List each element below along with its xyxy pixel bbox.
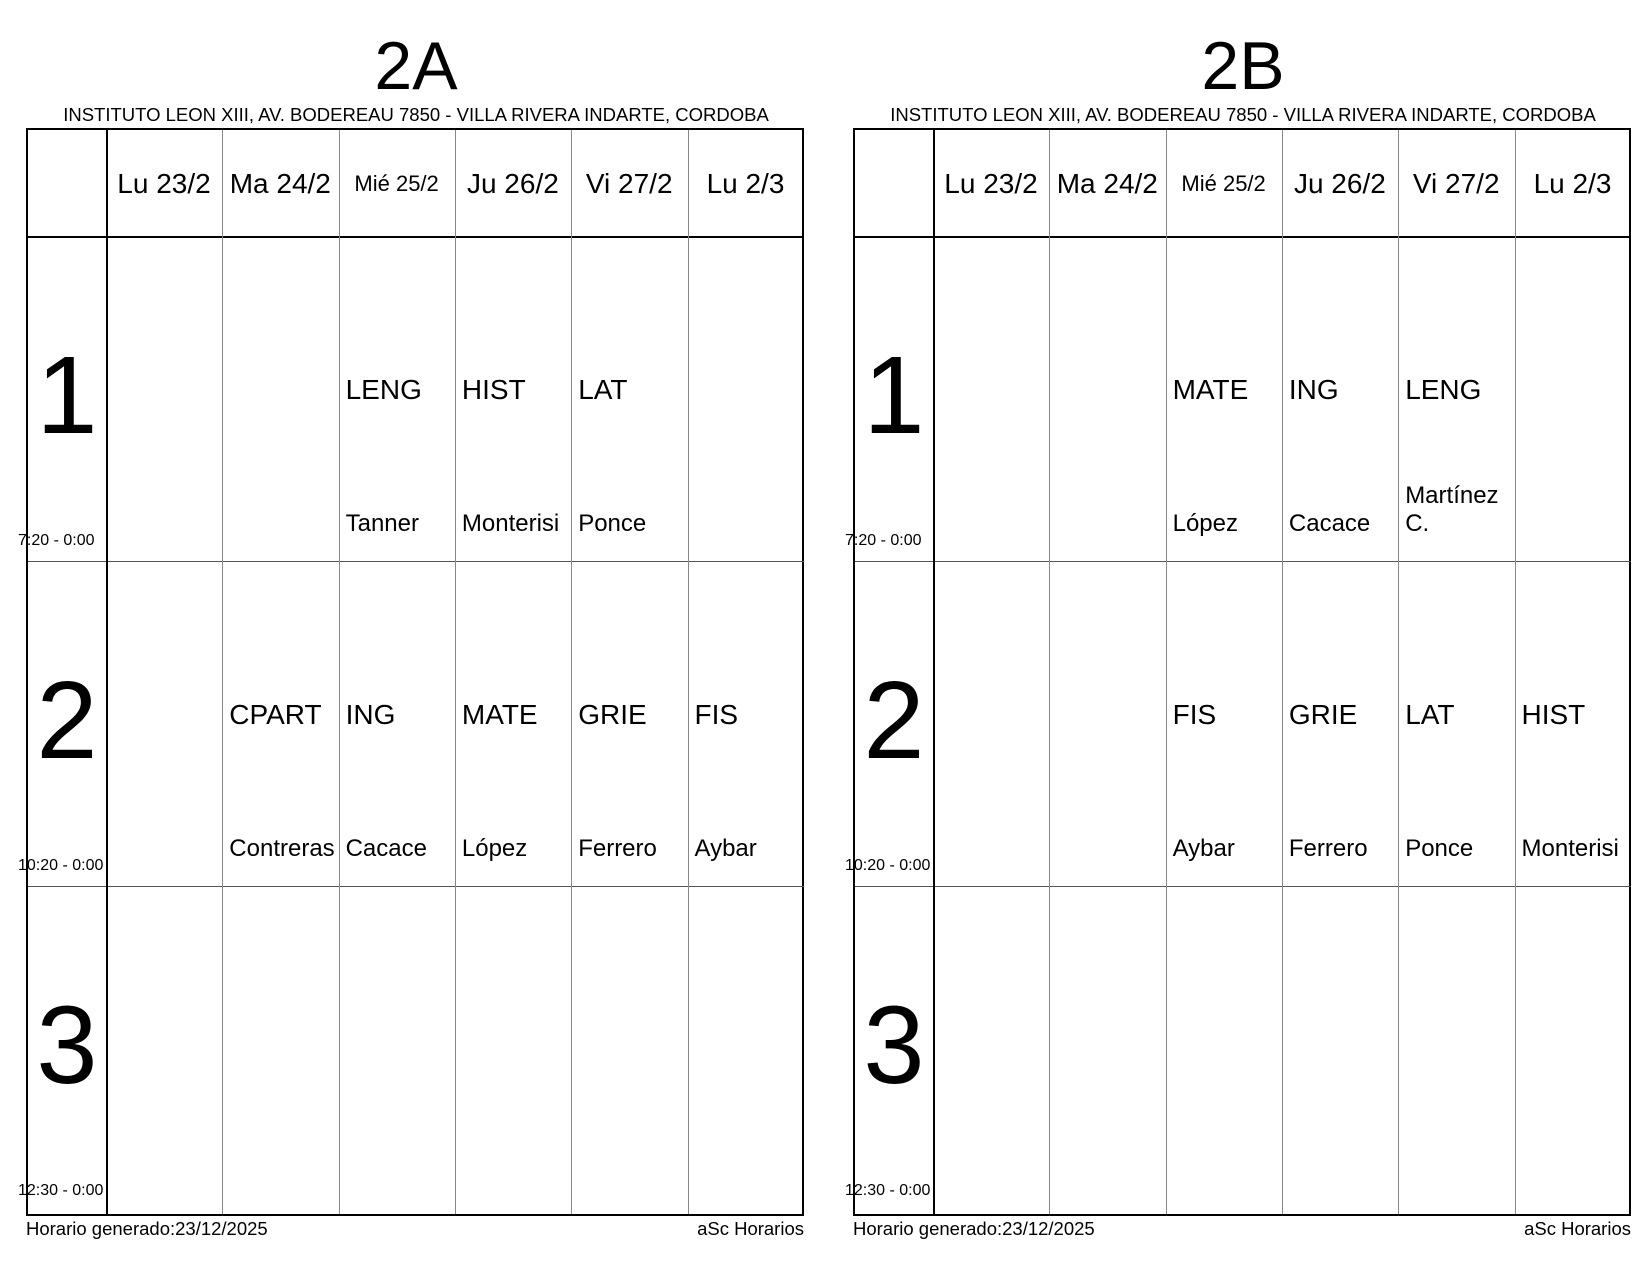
lesson-teacher: Ponce <box>1405 835 1474 862</box>
lesson-teacher: López <box>461 835 528 862</box>
lesson-subject[interactable]: HIST <box>1521 699 1586 730</box>
period-number: 1 <box>36 334 98 457</box>
column-divider <box>1166 130 1167 1214</box>
lesson-teacher: Aybar <box>1172 835 1235 862</box>
day-header: Mié 25/2 <box>1181 171 1266 196</box>
period-time: 12:30 - 0:00 <box>845 1182 931 1199</box>
lesson-teacher: Aybar <box>694 835 757 862</box>
lesson-teacher: López <box>1172 510 1238 537</box>
lesson-subject[interactable]: GRIE <box>578 699 647 730</box>
day-header: Ma 24/2 <box>229 168 331 199</box>
period-time: 7:20 - 0:00 <box>18 532 95 549</box>
timetable-2b <box>845 0 1633 1275</box>
generated-date: Horario generado:23/12/2025 <box>26 1218 268 1239</box>
lesson-subject[interactable]: GRIE <box>1288 699 1358 730</box>
day-header: Ju 26/2 <box>1293 168 1386 199</box>
lesson-subject[interactable]: MATE <box>1172 374 1249 405</box>
lesson-subject[interactable]: LAT <box>1405 699 1455 730</box>
column-divider <box>1049 130 1050 1214</box>
day-header: Lu 23/2 <box>944 168 1038 199</box>
lesson-teacher: Monterisi <box>461 510 560 537</box>
class-title: 2B <box>1201 28 1285 104</box>
lesson-subject[interactable]: FIS <box>694 699 739 730</box>
column-divider <box>339 130 340 1214</box>
period-time: 10:20 - 0:00 <box>18 857 104 874</box>
lesson-subject[interactable]: HIST <box>461 374 526 405</box>
period-time: 7:20 - 0:00 <box>845 532 922 549</box>
day-header: Vi 27/2 <box>585 168 673 199</box>
lesson-teacher: Monterisi <box>1521 835 1619 862</box>
lesson-teacher: Ferrero <box>578 835 657 862</box>
column-divider <box>222 130 223 1214</box>
class-title: 2A <box>374 28 458 104</box>
column-divider <box>1398 130 1399 1214</box>
column-divider <box>571 130 572 1214</box>
day-header: Ma 24/2 <box>1056 168 1158 199</box>
lesson-subject[interactable]: MATE <box>461 699 538 730</box>
timetable-2a <box>18 0 806 1275</box>
period-time: 10:20 - 0:00 <box>845 857 931 874</box>
column-divider <box>1282 130 1283 1214</box>
schedule-grid <box>845 128 1631 1216</box>
lesson-subject[interactable]: LAT <box>578 374 628 405</box>
period-number: 1 <box>863 334 925 457</box>
period-number: 2 <box>863 659 925 782</box>
lesson-subject[interactable]: LENG <box>345 374 422 405</box>
school-name: INSTITUTO LEON XIII, AV. BODEREAU 7850 - VILLA RIVERA INDARTE, CORDOBA <box>63 104 769 125</box>
lesson-teacher: Cacace <box>345 835 427 862</box>
school-name: INSTITUTO LEON XIII, AV. BODEREAU 7850 - VILLA RIVERA INDARTE, CORDOBA <box>890 104 1596 125</box>
day-header: Lu 23/2 <box>117 168 211 199</box>
day-header: Mié 25/2 <box>354 171 439 196</box>
column-divider <box>106 130 108 1214</box>
day-header: Ju 26/2 <box>466 168 559 199</box>
column-divider <box>1515 130 1516 1214</box>
lesson-subject[interactable]: FIS <box>1172 699 1217 730</box>
column-divider <box>688 130 689 1214</box>
day-header: Vi 27/2 <box>1412 168 1500 199</box>
lesson-teacher: Contreras <box>229 835 335 862</box>
software-credit: aSc Horarios <box>697 1218 804 1239</box>
lesson-teacher: Ponce <box>578 510 647 537</box>
period-number: 2 <box>36 659 98 782</box>
lesson-teacher: Cacace <box>1288 510 1371 537</box>
lesson-subject[interactable]: ING <box>1288 374 1339 405</box>
period-number: 3 <box>863 984 925 1107</box>
lesson-teacher: Martínez C. <box>1405 482 1499 537</box>
period-time: 12:30 - 0:00 <box>18 1182 104 1199</box>
column-divider <box>455 130 456 1214</box>
schedule-grid <box>18 128 804 1216</box>
lesson-subject[interactable]: LENG <box>1405 374 1482 405</box>
lesson-teacher: Ferrero <box>1288 835 1368 862</box>
generated-date: Horario generado:23/12/2025 <box>853 1218 1095 1239</box>
period-number: 3 <box>36 984 98 1107</box>
column-divider <box>933 130 935 1214</box>
lesson-teacher: Tanner <box>345 510 419 537</box>
lesson-subject[interactable]: CPART <box>229 699 322 730</box>
lesson-subject[interactable]: ING <box>345 699 396 730</box>
software-credit: aSc Horarios <box>1524 1218 1631 1239</box>
day-header: Lu 2/3 <box>706 168 785 199</box>
day-header: Lu 2/3 <box>1533 168 1612 199</box>
